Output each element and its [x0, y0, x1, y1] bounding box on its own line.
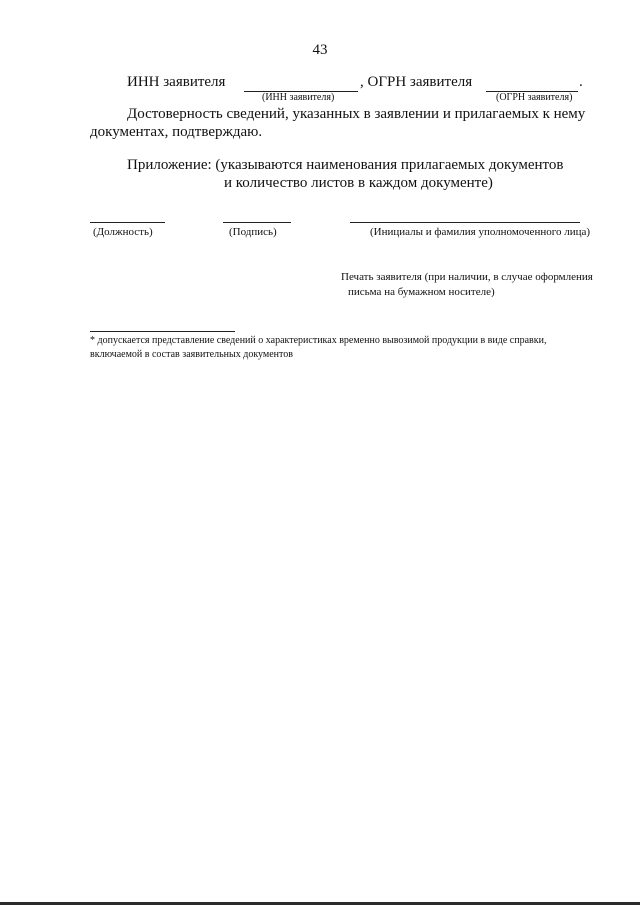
signature-blank-line: [223, 222, 291, 223]
stamp-note-line-2: письма на бумажном носителе): [348, 286, 495, 298]
ogrn-caption: (ОГРН заявителя): [496, 92, 573, 103]
footnote-line-2: включаемой в состав заявительных документов: [90, 349, 293, 360]
position-caption: (Должность): [93, 226, 153, 238]
footnote-line-1: * допускается представление сведений о характеристиках временно вывозимой продукции в виде справки,: [90, 335, 547, 346]
attachment-line-1: Приложение: (указываются наименования прилагаемых документов: [127, 157, 564, 173]
inn-line-end: .: [579, 74, 583, 90]
name-caption: (Инициалы и фамилия уполномоченного лица): [370, 226, 591, 238]
inn-caption: (ИНН заявителя): [262, 92, 335, 103]
attachment-line-2: и количество листов в каждом документе): [224, 175, 493, 191]
confirmation-line-1: Достоверность сведений, указанных в заявлении и прилагаемых к нему: [127, 106, 586, 122]
footnote-separator: [90, 331, 235, 332]
page-number: 43: [312, 42, 328, 58]
signature-caption: (Подпись): [229, 226, 277, 238]
stamp-note-line-1: Печать заявителя (при наличии, в случае оформления: [341, 271, 593, 283]
name-blank-line: [350, 222, 580, 223]
confirmation-line-2: документах, подтверждаю.: [90, 124, 263, 140]
ogrn-label: , ОГРН заявителя: [360, 74, 473, 90]
position-blank-line: [90, 222, 165, 223]
inn-label: ИНН заявителя: [127, 74, 226, 90]
